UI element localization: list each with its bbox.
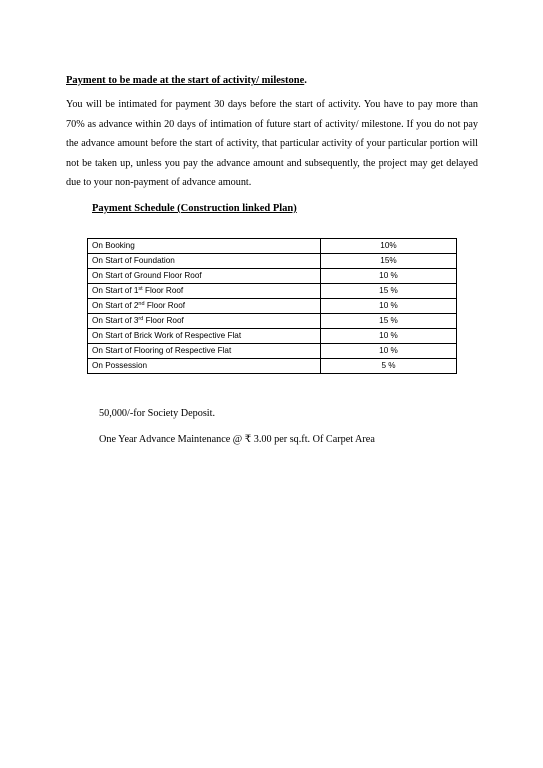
maintenance-note: One Year Advance Maintenance @ ₹ 3.00 per sq.ft. Of Carpet Area [99,434,375,445]
milestone-cell [88,239,321,254]
milestone-text: On Start of Ground Floor Roof [92,271,202,280]
milestone-text: On Start of 3 [92,316,139,325]
milestone-cell [88,299,321,314]
table-row [88,329,457,344]
percentage-cell: 10 % [321,299,457,314]
milestone-cell [88,284,321,299]
payment-terms-paragraph: You will be intimated for payment 30 days before the start of activity. You have to pay more than 70% as advance within 20 days of intimation of future start of activity/ milestone. If you do not pay the advance amount before the start of activity, that particular activity of your particular portion will not be taken up, unless you pay the advance amount and subsequently, the project may get delayed due to your non-payment of advance amount. [66,99,478,188]
table-row [88,284,457,299]
ordinal-suffix: rd [138,316,144,322]
milestone-text: On Start of 2 [92,301,139,310]
percentage-cell: 10 % [321,269,457,284]
section-heading [66,75,307,86]
ordinal-suffix: nd [138,301,145,307]
milestone-text-rest: Floor Roof [144,301,186,310]
heading-period: . [304,75,307,86]
percentage-cell: 10 % [321,329,457,344]
percentage-cell: 15 % [321,284,457,299]
milestone-text: On Start of Brick Work of Respective Flat [92,331,242,340]
table-row [88,269,457,284]
milestone-text-rest: Floor Roof [143,316,184,325]
percentage-cell: 10% [321,239,457,254]
milestone-text-rest: Floor Roof [142,286,184,295]
percentage-cell: 10 % [321,344,457,359]
milestone-cell [88,269,321,284]
table-row [88,314,457,329]
society-deposit-note: 50,000/-for Society Deposit. [99,408,216,419]
ordinal-suffix: st [138,286,143,292]
section-heading-text: Payment to be made at the start of activity/ milestone [66,75,305,86]
milestone-cell [88,359,321,374]
payment-schedule-table [87,238,457,374]
table-row [88,299,457,314]
table-row [88,239,457,254]
milestone-cell [88,254,321,269]
percentage-cell: 5 % [321,359,457,374]
percentage-cell: 15 % [321,314,457,329]
milestone-cell [88,314,321,329]
table-row [88,254,457,269]
milestone-cell [88,344,321,359]
milestone-text: On Start of Foundation [92,256,175,265]
table-row [88,359,457,374]
milestone-text: On Start of Flooring of Respective Flat [92,346,232,355]
milestone-text: On Possession [92,361,148,370]
percentage-cell: 15% [321,254,457,269]
milestone-cell [88,329,321,344]
milestone-text: On Start of 1 [92,286,139,295]
milestone-text: On Booking [92,241,135,250]
table-row [88,344,457,359]
table-title: Payment Schedule (Construction linked Plan) [92,203,297,214]
